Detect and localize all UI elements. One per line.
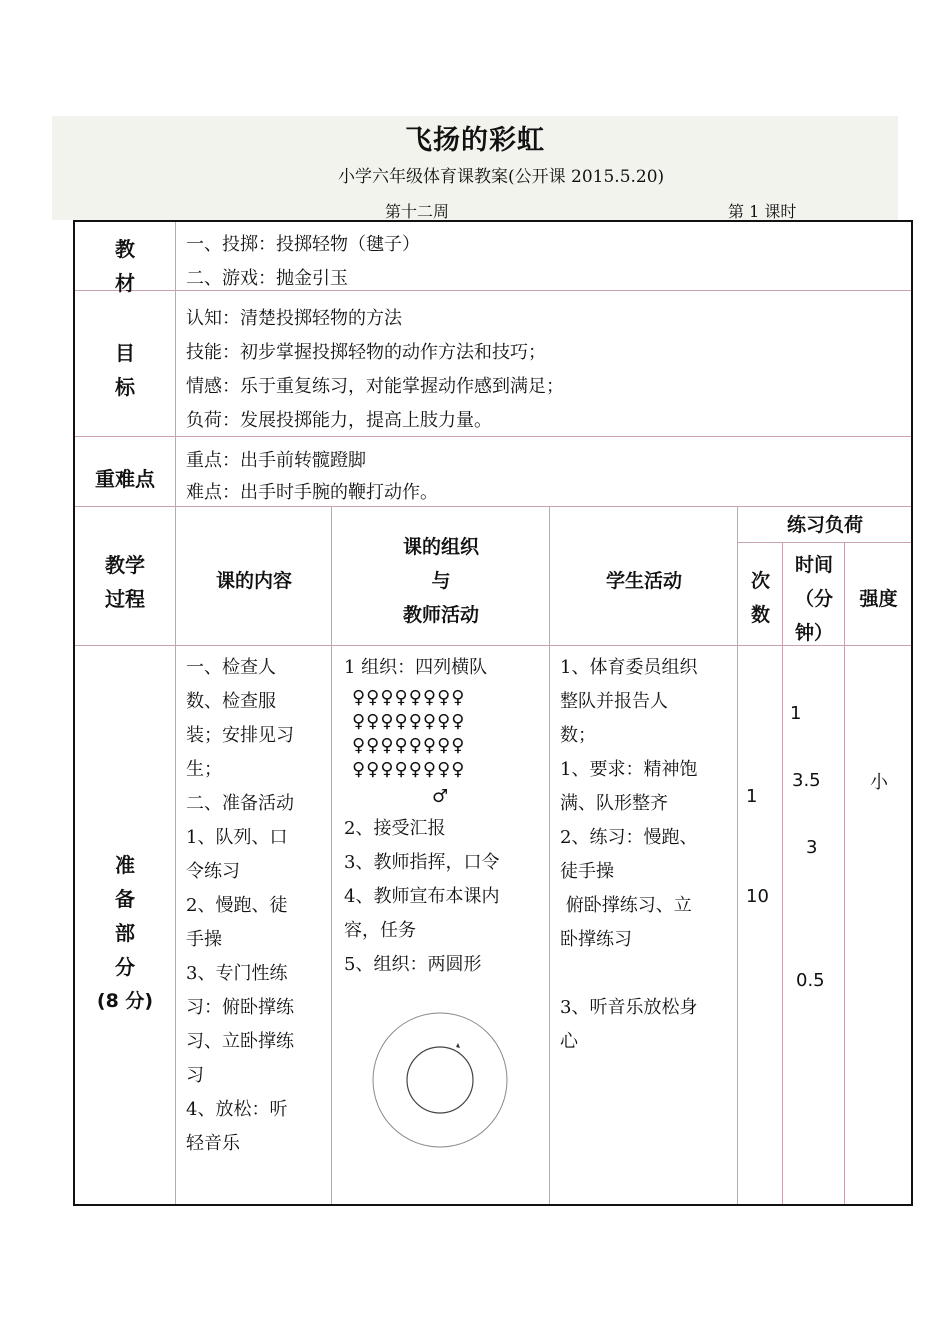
count-value: 10: [746, 886, 769, 907]
count-value: 1: [746, 786, 758, 807]
student-line: 1、要求：精神饱: [560, 759, 698, 780]
time-header: 时间 （分 钟）: [794, 554, 833, 644]
formation-row: ♀♀♀♀♀♀♀♀: [352, 759, 466, 780]
formation-row: ♀♀♀♀♀♀♀♀: [352, 687, 466, 708]
key-point-line: 难点：出手时手腕的鞭打动作。: [186, 482, 438, 503]
time-value: 1: [790, 703, 802, 724]
time-value: 0.5: [796, 970, 825, 991]
teacher-icon: ♂: [432, 786, 449, 807]
student-line: 3、听音乐放松身: [560, 997, 698, 1018]
material-line: 一、投掷：投掷轻物（毽子）: [186, 234, 420, 255]
content-line: 2、慢跑、徒: [186, 895, 288, 916]
inner-circle: [407, 1047, 473, 1113]
outer-circle: [373, 1013, 507, 1147]
formation-row: ♀♀♀♀♀♀♀♀: [352, 711, 466, 732]
org-line: 4、教师宣布本课内: [344, 886, 500, 907]
org-line: 容，任务: [344, 920, 416, 941]
content-line: 4、放松：听: [186, 1099, 288, 1120]
page-subtitle: 小学六年级体育课教案(公开课 2015.5.20): [338, 167, 665, 187]
col-divider: [782, 542, 783, 1204]
material-label: 教 材: [115, 237, 135, 295]
formation-diagram: [352, 686, 465, 782]
material-line: 二、游戏：抛金引玉: [186, 268, 348, 289]
direction-arrow-icon: [456, 1043, 460, 1048]
lesson-number: 第 1 课时: [728, 202, 797, 221]
content-line: 轻音乐: [186, 1133, 240, 1154]
content-line: 1、队列、口: [186, 827, 288, 848]
student-line: 卧撑练习: [560, 929, 632, 950]
col-divider: [737, 506, 738, 1204]
content-line: 习、立卧撑练: [186, 1031, 294, 1052]
goal-line: 认知：清楚投掷轻物的方法: [186, 308, 402, 329]
content-line: 习：俯卧撑练: [186, 997, 294, 1018]
org-line: 1 组织：四列横队: [344, 657, 488, 678]
count-header: 次 数: [750, 570, 770, 626]
org-line: 3、教师指挥，口令: [344, 852, 500, 873]
goal-line: 情感：乐于重复练习，对能掌握动作感到满足；: [186, 376, 564, 397]
student-line: 心: [560, 1031, 578, 1052]
content-line: 手操: [186, 929, 222, 950]
student-line: 数；: [560, 725, 596, 746]
formation-row: ♀♀♀♀♀♀♀♀: [352, 735, 466, 756]
student-line: 徒手操: [560, 861, 614, 882]
week-label: 第十二周: [385, 202, 450, 221]
content-line: 生；: [186, 759, 222, 780]
student-line: 满、队形整齐: [560, 793, 668, 814]
col-divider: [549, 506, 550, 1204]
content-line: 装；安排见习: [186, 725, 294, 746]
col-divider: [331, 506, 332, 1204]
process-header: 教学 过程: [105, 553, 145, 611]
intensity-value: 小: [870, 772, 888, 793]
content-line: 数、检查服: [186, 691, 276, 712]
key-point-line: 重点：出手前转髋蹬脚: [186, 450, 366, 471]
col-divider: [175, 222, 176, 1204]
time-value: 3: [806, 837, 818, 858]
content-line: 二、准备活动: [186, 793, 294, 814]
load-header: 练习负荷: [786, 514, 863, 536]
org-line: 2、接受汇报: [344, 818, 446, 839]
goal-line: 负荷：发展投掷能力，提高上肢力量。: [186, 410, 492, 431]
student-line: 1、体育委员组织: [560, 657, 698, 678]
content-line: 令练习: [186, 861, 240, 882]
key-points-label: 重难点: [95, 467, 155, 491]
time-value: 3.5: [792, 770, 821, 791]
intensity-header: 强度: [859, 588, 898, 610]
prep-label: 准 备 部 分 (8 分): [96, 853, 154, 1012]
content-line: 习: [186, 1065, 204, 1086]
organization-header: 课的组织 与 教师活动: [402, 536, 479, 626]
row-divider: [737, 542, 911, 543]
student-line: 整队并报告人: [560, 691, 668, 712]
content-header: 课的内容: [215, 570, 292, 592]
page-title: 飞扬的彩虹: [405, 125, 545, 156]
col-divider: [844, 542, 845, 1204]
goals-label: 目 标: [115, 341, 135, 399]
student-line: 俯卧撑练习、立: [560, 895, 692, 916]
goal-line: 技能：初步掌握投掷轻物的动作方法和技巧；: [186, 342, 546, 363]
student-header: 学生活动: [605, 570, 682, 592]
student-line: 2、练习：慢跑、: [560, 827, 698, 848]
org-line: 5、组织：两圆形: [344, 954, 482, 975]
header-band: [52, 116, 898, 220]
double-circle-diagram: [370, 1010, 510, 1150]
content-line: 一、检查人: [186, 657, 276, 678]
content-line: 3、专门性练: [186, 963, 288, 984]
